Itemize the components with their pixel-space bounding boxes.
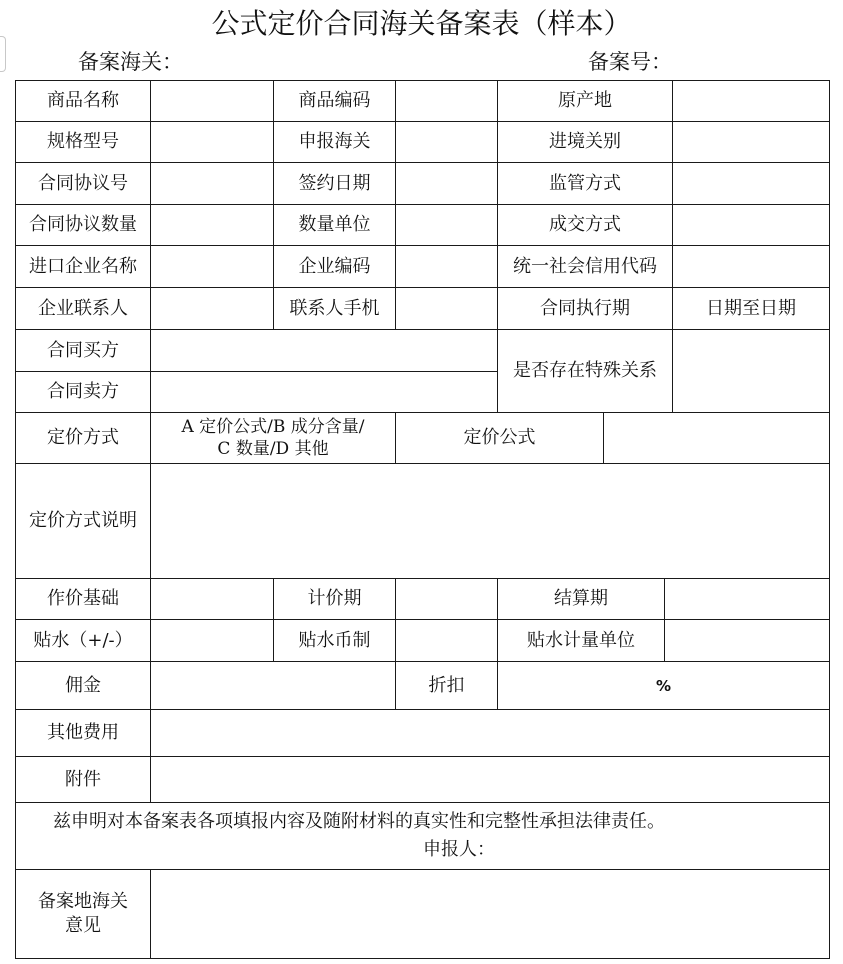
field-pricing-basis[interactable] — [150, 578, 274, 620]
label-contact-mobile: 联系人手机 — [273, 287, 396, 330]
field-premium-unit[interactable] — [664, 619, 830, 662]
field-other-fees[interactable] — [150, 709, 830, 757]
field-entry-port[interactable] — [672, 121, 830, 163]
field-declaring-customs[interactable] — [395, 121, 498, 163]
field-contract-seller[interactable] — [150, 371, 498, 413]
label-premium: 贴水（+/-） — [15, 619, 151, 662]
label-contract-number: 合同协议号 — [15, 162, 151, 205]
field-special-relation[interactable] — [672, 329, 830, 413]
field-contact-person[interactable] — [150, 287, 274, 330]
field-execution-period[interactable]: 日期至日期 — [672, 287, 830, 330]
declarant-label: 申报人： — [423, 839, 495, 860]
field-importer-name[interactable] — [150, 245, 274, 288]
pricing-method-options[interactable] — [150, 412, 396, 464]
field-pricing-formula[interactable] — [603, 412, 830, 464]
filing-customs-label: 备案海关： — [78, 50, 183, 74]
label-signing-date: 签约日期 — [273, 162, 396, 205]
declaration-block — [15, 802, 830, 870]
field-origin[interactable] — [672, 80, 830, 122]
field-discount-percent[interactable]: % — [497, 661, 830, 710]
label-discount: 折扣 — [395, 661, 498, 710]
label-contract-buyer: 合同买方 — [15, 329, 151, 372]
label-pricing-period: 计价期 — [273, 578, 396, 620]
field-transaction-mode[interactable] — [672, 204, 830, 246]
field-spec-model[interactable] — [150, 121, 274, 163]
field-quantity-unit[interactable] — [395, 204, 498, 246]
label-pricing-formula: 定价公式 — [395, 412, 604, 464]
field-pricing-description[interactable] — [150, 463, 830, 579]
label-contact-person: 企业联系人 — [15, 287, 151, 330]
field-premium-currency[interactable] — [395, 619, 498, 662]
label-execution-period: 合同执行期 — [497, 287, 673, 330]
pricing-options-line2: C 数量/D 其他 — [217, 439, 329, 459]
label-quantity-unit: 数量单位 — [273, 204, 396, 246]
label-pricing-description: 定价方式说明 — [15, 463, 151, 579]
label-special-relation: 是否存在特殊关系 — [497, 329, 673, 413]
field-enterprise-code[interactable] — [395, 245, 498, 288]
label-premium-currency: 贴水币制 — [273, 619, 396, 662]
field-contact-mobile[interactable] — [395, 287, 498, 330]
label-contract-quantity: 合同协议数量 — [15, 204, 151, 246]
pricing-options-line1: A 定价公式/B 成分含量/ — [181, 417, 365, 437]
label-product-code: 商品编码 — [273, 80, 396, 122]
field-credit-code[interactable] — [672, 245, 830, 288]
field-contract-quantity[interactable] — [150, 204, 274, 246]
filing-number-label: 备案号： — [588, 50, 672, 74]
label-other-fees: 其他费用 — [15, 709, 151, 757]
label-commission: 佣金 — [15, 661, 151, 710]
label-pricing-basis: 作价基础 — [15, 578, 151, 620]
field-product-name[interactable] — [150, 80, 274, 122]
label-product-name: 商品名称 — [15, 80, 151, 122]
label-origin: 原产地 — [497, 80, 673, 122]
declaration-statement: 兹申明对本备案表各项填报内容及随附材料的真实性和完整性承担法律责任。 — [53, 811, 665, 832]
field-settlement-period[interactable] — [664, 578, 830, 620]
label-attachments: 附件 — [15, 756, 151, 803]
field-customs-opinion[interactable] — [150, 869, 830, 959]
label-transaction-mode: 成交方式 — [497, 204, 673, 246]
field-pricing-period[interactable] — [395, 578, 498, 620]
customs-opinion-line1: 备案地海关 — [38, 891, 128, 912]
label-entry-port: 进境关别 — [497, 121, 673, 163]
field-product-code[interactable] — [395, 80, 498, 122]
label-contract-seller: 合同卖方 — [15, 371, 151, 413]
label-enterprise-code: 企业编码 — [273, 245, 396, 288]
label-importer-name: 进口企业名称 — [15, 245, 151, 288]
field-supervision-mode[interactable] — [672, 162, 830, 205]
field-contract-buyer[interactable] — [150, 329, 498, 372]
field-commission[interactable] — [150, 661, 396, 710]
label-settlement-period: 结算期 — [497, 578, 665, 620]
label-spec-model: 规格型号 — [15, 121, 151, 163]
label-pricing-method: 定价方式 — [15, 412, 151, 464]
field-premium[interactable] — [150, 619, 274, 662]
label-declaring-customs: 申报海关 — [273, 121, 396, 163]
label-premium-unit: 贴水计量单位 — [497, 619, 665, 662]
form-title: 公式定价合同海关备案表（样本） — [211, 7, 632, 40]
field-attachments[interactable] — [150, 756, 830, 803]
customs-opinion-line2: 意见 — [65, 915, 101, 936]
field-signing-date[interactable] — [395, 162, 498, 205]
label-customs-opinion — [15, 869, 151, 959]
label-credit-code: 统一社会信用代码 — [497, 245, 673, 288]
label-supervision-mode: 监管方式 — [497, 162, 673, 205]
field-contract-number[interactable] — [150, 162, 274, 205]
